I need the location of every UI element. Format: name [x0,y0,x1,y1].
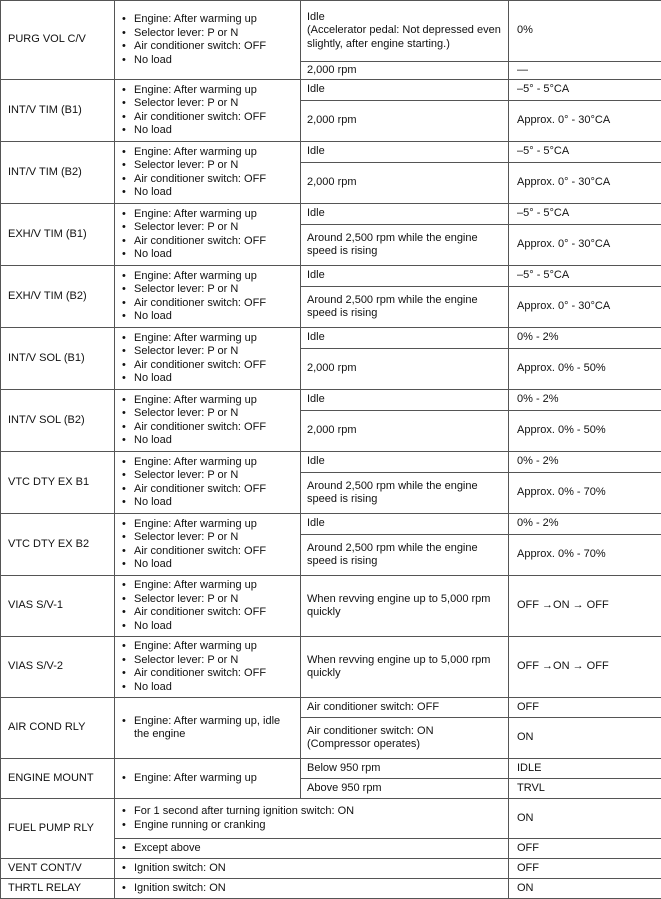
table-row [1,328,661,349]
table-row [1,514,661,535]
condition-cell [115,759,301,799]
condition-bullet: • Air conditioner switch: OFF [121,40,295,54]
table-row [1,698,661,718]
table-row [1,204,661,225]
spec-value: Approx. 0% - 70% [509,535,661,576]
table-row [1,452,661,473]
item-name: PURG VOL C/V [1,1,115,80]
condition-cell [115,698,301,759]
condition-list [121,842,503,856]
condition-bullet: • Engine: After warming up [121,640,295,654]
condition-bullet: • No load [121,558,295,572]
item-name: VENT CONT/V [1,859,115,879]
state-cell: Idle [301,204,509,225]
condition-cell [115,328,301,390]
condition-list [121,518,295,572]
condition-bullet: • Engine: After warming up [121,518,295,532]
condition-bullet: • Ignition switch: ON [121,862,503,876]
item-name: FUEL PUMP RLY [1,799,115,859]
state-cell: Around 2,500 rpm while the engine speed is rising [301,287,509,328]
state-cell: Idle [301,514,509,535]
condition-bullet: • Engine: After warming up [121,13,295,27]
condition-bullet: • Engine: After warming up [121,579,295,593]
table-row [1,637,661,698]
condition-bullet: • No load [121,620,295,634]
spec-value: –5° - 5°CA [509,266,661,287]
item-name: EXH/V TIM (B2) [1,266,115,328]
condition-list [121,640,295,694]
state-cell: Idle (Accelerator pedal: Not depressed even slightly, after engine starting.) [301,1,509,62]
condition-bullet: • No load [121,310,295,324]
condition-cell [115,799,509,839]
spec-value: ON [509,879,661,899]
state-cell: Around 2,500 rpm while the engine speed is rising [301,473,509,514]
condition-cell [115,839,509,859]
spec-value: IDLE [509,759,661,779]
condition-bullet: • No load [121,186,295,200]
table-row [1,859,661,879]
condition-bullet: • Engine running or cranking [121,819,503,833]
state-cell: Idle [301,80,509,101]
table-row [1,799,661,839]
condition-list [121,579,295,633]
condition-bullet: • Selector lever: P or N [121,27,295,41]
spec-value: –5° - 5°CA [509,80,661,101]
item-name: ENGINE MOUNT [1,759,115,799]
condition-bullet: • Selector lever: P or N [121,654,295,668]
condition-list [121,882,503,896]
table-row [1,266,661,287]
spec-value: 0% - 2% [509,514,661,535]
table-row [1,759,661,779]
item-name: VTC DTY EX B1 [1,452,115,514]
spec-value: OFF [509,698,661,718]
state-cell: Below 950 rpm [301,759,509,779]
state-cell: Around 2,500 rpm while the engine speed is rising [301,535,509,576]
state-cell: 2,000 rpm [301,349,509,390]
condition-list [121,394,295,448]
state-cell: Around 2,500 rpm while the engine speed is rising [301,225,509,266]
state-cell: Above 950 rpm [301,779,509,799]
condition-bullet: • Engine: After warming up [121,394,295,408]
spec-value: ON [509,718,661,759]
state-cell: Idle [301,452,509,473]
condition-bullet: • Selector lever: P or N [121,469,295,483]
condition-bullet: • Air conditioner switch: OFF [121,359,295,373]
spec-value: 0% - 2% [509,452,661,473]
table-row [1,142,661,163]
state-cell: Idle [301,142,509,163]
item-name: VIAS S/V-2 [1,637,115,698]
spec-value: Approx. 0° - 30°CA [509,225,661,266]
condition-list [121,456,295,510]
condition-bullet: • Air conditioner switch: OFF [121,111,295,125]
condition-cell [115,390,301,452]
condition-bullet: • Air conditioner switch: OFF [121,483,295,497]
condition-list [121,862,503,876]
state-cell: Idle [301,266,509,287]
condition-list [121,270,295,324]
spec-value: ON [509,799,661,839]
spec-value: OFF →ON → OFF [509,576,661,637]
condition-cell [115,514,301,576]
condition-bullet: • Air conditioner switch: OFF [121,545,295,559]
condition-bullet: • Selector lever: P or N [121,159,295,173]
spec-value: — [509,62,661,80]
condition-bullet: • Selector lever: P or N [121,345,295,359]
condition-bullet: • No load [121,124,295,138]
condition-bullet: • Air conditioner switch: OFF [121,235,295,249]
condition-bullet: • No load [121,248,295,262]
condition-bullet: • Selector lever: P or N [121,407,295,421]
condition-bullet: • Engine: After warming up [121,270,295,284]
spec-value: Approx. 0° - 30°CA [509,287,661,328]
table-body [1,1,661,899]
condition-bullet: • Selector lever: P or N [121,97,295,111]
item-name: EXH/V TIM (B1) [1,204,115,266]
condition-list [121,772,295,786]
condition-cell [115,859,509,879]
condition-bullet: • No load [121,681,295,695]
spec-value: Approx. 0% - 50% [509,411,661,452]
condition-bullet: • Engine: After warming up [121,456,295,470]
item-name: THRTL RELAY [1,879,115,899]
state-cell: Air conditioner switch: ON (Compressor operates) [301,718,509,759]
condition-cell [115,204,301,266]
condition-bullet: • Selector lever: P or N [121,283,295,297]
item-name: VTC DTY EX B2 [1,514,115,576]
condition-bullet: • Engine: After warming up [121,208,295,222]
state-cell: 2,000 rpm [301,101,509,142]
condition-cell [115,1,301,80]
condition-list [121,332,295,386]
item-name: INT/V SOL (B2) [1,390,115,452]
condition-bullet: • No load [121,496,295,510]
table-row [1,1,661,62]
state-cell: When revving engine up to 5,000 rpm quickly [301,637,509,698]
item-name: AIR COND RLY [1,698,115,759]
condition-bullet: • No load [121,434,295,448]
spec-value: –5° - 5°CA [509,204,661,225]
condition-cell [115,266,301,328]
condition-bullet: • Except above [121,842,503,856]
spec-value: TRVL [509,779,661,799]
table-row [1,390,661,411]
spec-value: Approx. 0% - 50% [509,349,661,390]
item-name: INT/V TIM (B2) [1,142,115,204]
spec-value: OFF →ON → OFF [509,637,661,698]
condition-list [121,805,503,832]
condition-cell [115,879,509,899]
condition-bullet: • No load [121,54,295,68]
condition-bullet: • Air conditioner switch: OFF [121,606,295,620]
condition-bullet: • Air conditioner switch: OFF [121,421,295,435]
spec-value: 0% - 2% [509,390,661,411]
condition-cell [115,452,301,514]
condition-bullet: • Air conditioner switch: OFF [121,297,295,311]
condition-bullet: • Engine: After warming up [121,84,295,98]
item-name: INT/V TIM (B1) [1,80,115,142]
state-cell: 2,000 rpm [301,62,509,80]
spec-value: OFF [509,859,661,879]
condition-bullet: • For 1 second after turning ignition switch: ON [121,805,503,819]
spec-value: Approx. 0% - 70% [509,473,661,514]
item-name: VIAS S/V-1 [1,576,115,637]
spec-value: Approx. 0° - 30°CA [509,163,661,204]
condition-bullet: • Engine: After warming up [121,332,295,346]
condition-list [121,715,295,742]
spec-value: 0% [509,1,661,62]
table-row [1,879,661,899]
condition-bullet: • Engine: After warming up [121,772,295,786]
condition-cell [115,637,301,698]
condition-bullet: • No load [121,372,295,386]
condition-bullet: • Engine: After warming up, idle the engine [121,715,295,742]
condition-list [121,84,295,138]
table-row [1,80,661,101]
condition-bullet: • Selector lever: P or N [121,593,295,607]
spec-value: 0% - 2% [509,328,661,349]
condition-list [121,146,295,200]
condition-bullet: • Selector lever: P or N [121,531,295,545]
condition-bullet: • Air conditioner switch: OFF [121,667,295,681]
state-cell: When revving engine up to 5,000 rpm quickly [301,576,509,637]
condition-bullet: • Selector lever: P or N [121,221,295,235]
condition-cell [115,576,301,637]
condition-bullet: • Engine: After warming up [121,146,295,160]
spec-value: OFF [509,839,661,859]
item-name: INT/V SOL (B1) [1,328,115,390]
spec-value: –5° - 5°CA [509,142,661,163]
condition-list [121,13,295,67]
state-cell: Idle [301,328,509,349]
spec-value: Approx. 0° - 30°CA [509,101,661,142]
condition-cell [115,142,301,204]
state-cell: 2,000 rpm [301,163,509,204]
condition-bullet: • Ignition switch: ON [121,882,503,896]
state-cell: Air conditioner switch: OFF [301,698,509,718]
condition-list [121,208,295,262]
state-cell: 2,000 rpm [301,411,509,452]
condition-cell [115,80,301,142]
state-cell: Idle [301,390,509,411]
table-row [1,576,661,637]
condition-bullet: • Air conditioner switch: OFF [121,173,295,187]
